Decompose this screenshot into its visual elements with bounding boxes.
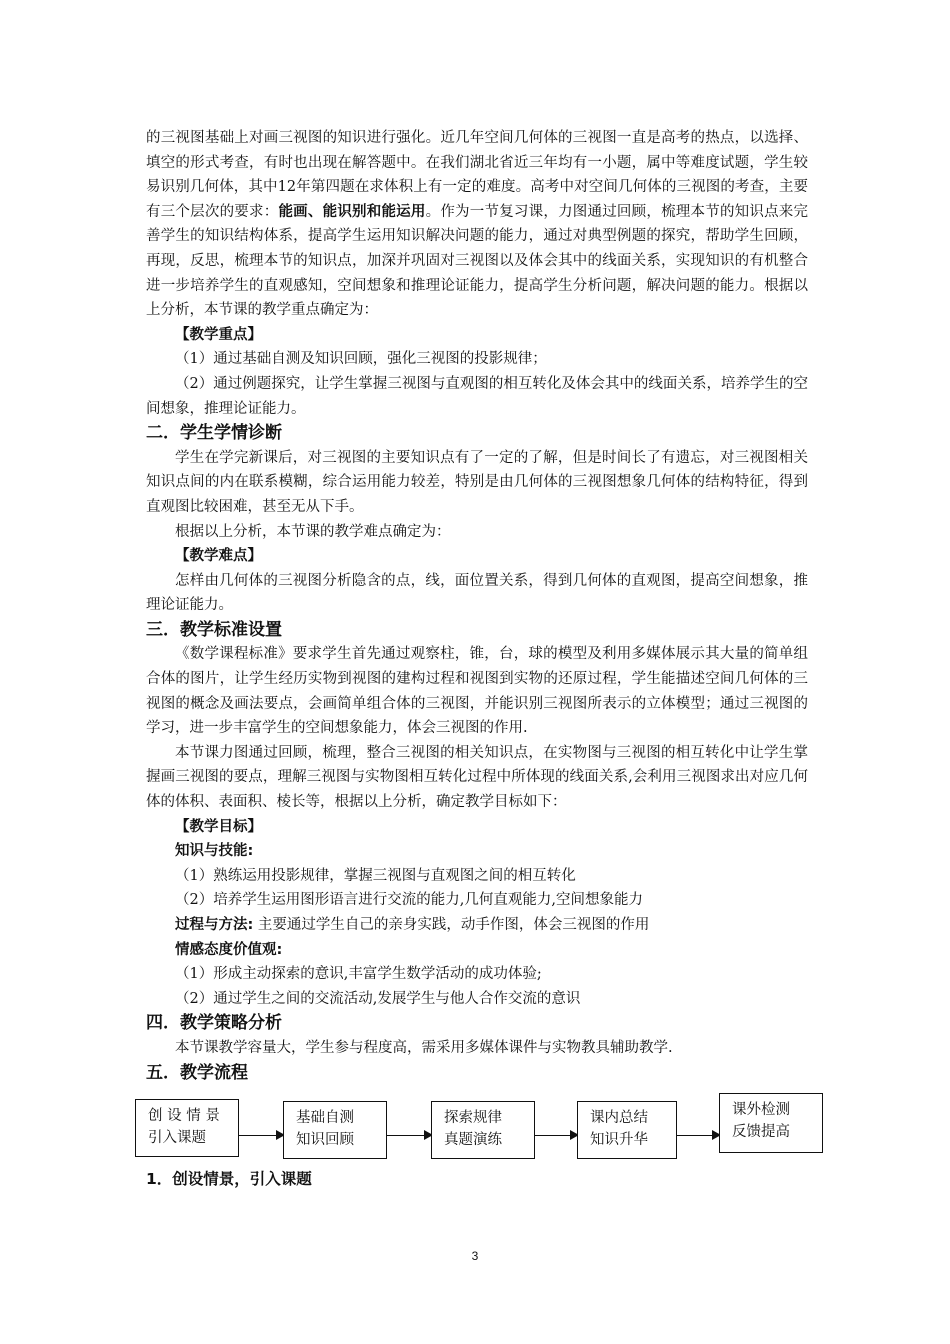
section-3-title: 三．教学标准设置 — [146, 619, 282, 640]
flow-step-1 — [135, 1099, 239, 1157]
teaching-flow-diagram — [135, 1093, 808, 1165]
page-content — [146, 126, 808, 1192]
goals-heading: 【教学目标】 — [175, 817, 262, 835]
flow-step-3-line-1: 探索规律 — [444, 1110, 502, 1127]
key-point-1: （1）通过基础自测及知识回顾，强化三视图的投影规律； — [175, 351, 547, 368]
flow-arrow-2 — [387, 1135, 431, 1136]
intro-bold-text: 能画、能识别和能运用 — [278, 202, 426, 220]
flow-step-4-line-2: 知识升华 — [590, 1132, 648, 1149]
flow-arrow-4 — [677, 1135, 719, 1136]
flow-step-5-line-2: 反馈提高 — [732, 1124, 790, 1141]
attitude-values-label: 情感态度价值观: — [175, 941, 283, 958]
intro-text-start: 的三视图基础上对画三视图的知识进行强化。近几年空间几何体的三视图一直是高考的热点，以选择、填空的形式考查，有时也出现在解答题中。在我们湖北省近三年均有一小题，属中等难度试题，学生较易识别几何体，其中12年第四题在求体积上有一定的难度。高考中对空间几何体的三视图的考查，主要有三个层次的要求： — [146, 130, 808, 220]
flow-step-3-line-2: 真题演练 — [444, 1132, 502, 1149]
section-4-title: 四．教学策略分析 — [146, 1013, 282, 1034]
flow-step-3 — [431, 1101, 535, 1159]
key-points-heading: 【教学重点】 — [175, 325, 262, 343]
knowledge-skills-item-1: （1）熟练运用投影规律，掌握三视图与直观图之间的相互转化 — [175, 867, 576, 884]
intro-paragraph — [146, 126, 808, 323]
flow-step-2-line-2: 知识回顾 — [296, 1132, 354, 1149]
attitude-values-item-2: （2）通过学生之间的交流活动,发展学生与他人合作交流的意识 — [175, 990, 581, 1007]
flow-step-4 — [577, 1101, 677, 1159]
process-methods-text: 主要通过学生自己的亲身实践，动手作图，体会三视图的作用 — [257, 917, 650, 933]
section-2-paragraph-1: 学生在学完新课后，对三视图的主要知识点有了一定的了解，但是时间长了有遗忘，对三视图相关知识点间的内在联系模糊，综合运用能力较差，特别是由几何体的三视图想象几何体的结构特征，得到直观图比较困难，甚至无从下手。 — [146, 449, 808, 515]
flow-arrow-3 — [535, 1135, 577, 1136]
section-3-paragraph-1: 《数学课程标准》要求学生首先通过观察柱，锥，台，球的模型及利用多媒体展示其大量的简单组合体的图片，让学生经历实物到视图的建构过程和视图到实物的还原过程，学生能描述空间几何体的三视图的概念及画法要点，会画简单组合体的三视图，并能识别三视图所表示的立体模型；通过三视图的学习，进一步丰富学生的空间想象能力，体会三视图的作用. — [146, 646, 808, 737]
flow-step-1-line-2: 引入课题 — [148, 1130, 206, 1147]
flow-step-2-line-1: 基础自测 — [296, 1110, 354, 1127]
section-4-paragraph: 本节课教学容量大，学生参与程度高，需采用多媒体课件与实物教具辅助教学. — [175, 1039, 673, 1056]
flow-step-1-line-1: 创 设 情 景 — [148, 1108, 220, 1125]
intro-text-end: 。作为一节复习课，力图通过回顾，梳理本节的知识点来完善学生的知识结构体系，提高学生运用知识解决问题的能力，通过对典型例题的探究，帮助学生回顾，再现，反思，梳理本节的知识点，加深并巩固对三视图以及体会其中的线面关系，实现知识的有机整合进一步培养学生的直观感知，空间想象和推理论证能力，提高学生分析问题，解决问题的能力。根据以上分析，本节课的教学重点确定为： — [146, 203, 809, 319]
subsection-1-title: 1．创设情景，引入课题 — [146, 1170, 312, 1189]
process-methods-line — [146, 913, 808, 938]
page-number: 3 — [471, 1249, 479, 1263]
section-2-paragraph-2: 根据以上分析，本节课的教学难点确定为： — [175, 523, 451, 540]
flow-step-5 — [719, 1093, 823, 1153]
section-5-title: 五．教学流程 — [146, 1062, 248, 1083]
attitude-values-item-1: （1）形成主动探索的意识,丰富学生数学活动的成功体验; — [175, 966, 542, 983]
flow-step-5-line-1: 课外检测 — [732, 1102, 790, 1119]
key-point-2: （2）通过例题探究，让学生掌握三视图与直观图的相互转化及体会其中的线面关系，培养学生的空间想象，推理论证能力。 — [146, 375, 808, 417]
difficulty-heading: 【教学难点】 — [175, 547, 262, 565]
flow-step-2 — [283, 1101, 387, 1159]
section-3-paragraph-2: 本节课力图通过回顾，梳理，整合三视图的相关知识点，在实物图与三视图的相互转化中让学生掌握画三视图的要点，理解三视图与实物图相互转化过程中所体现的线面关系,会利用三视图求出对应几何体的体积、表面积、棱长等，根据以上分析，确定教学目标如下： — [146, 744, 808, 811]
section-2-paragraph-3: 怎样由几何体的三视图分析隐含的点，线，面位置关系，得到几何体的直观图，提高空间想象，推理论证能力。 — [146, 572, 808, 614]
knowledge-skills-item-2: （2）培养学生运用图形语言进行交流的能力,几何直观能力,空间想象能力 — [175, 892, 643, 909]
flow-step-4-line-1: 课内总结 — [590, 1110, 648, 1127]
flow-arrow-1 — [239, 1135, 283, 1136]
section-2-title: 二．学生学情诊断 — [146, 423, 282, 444]
knowledge-skills-label: 知识与技能: — [175, 843, 254, 860]
process-methods-label: 过程与方法: — [175, 917, 254, 933]
